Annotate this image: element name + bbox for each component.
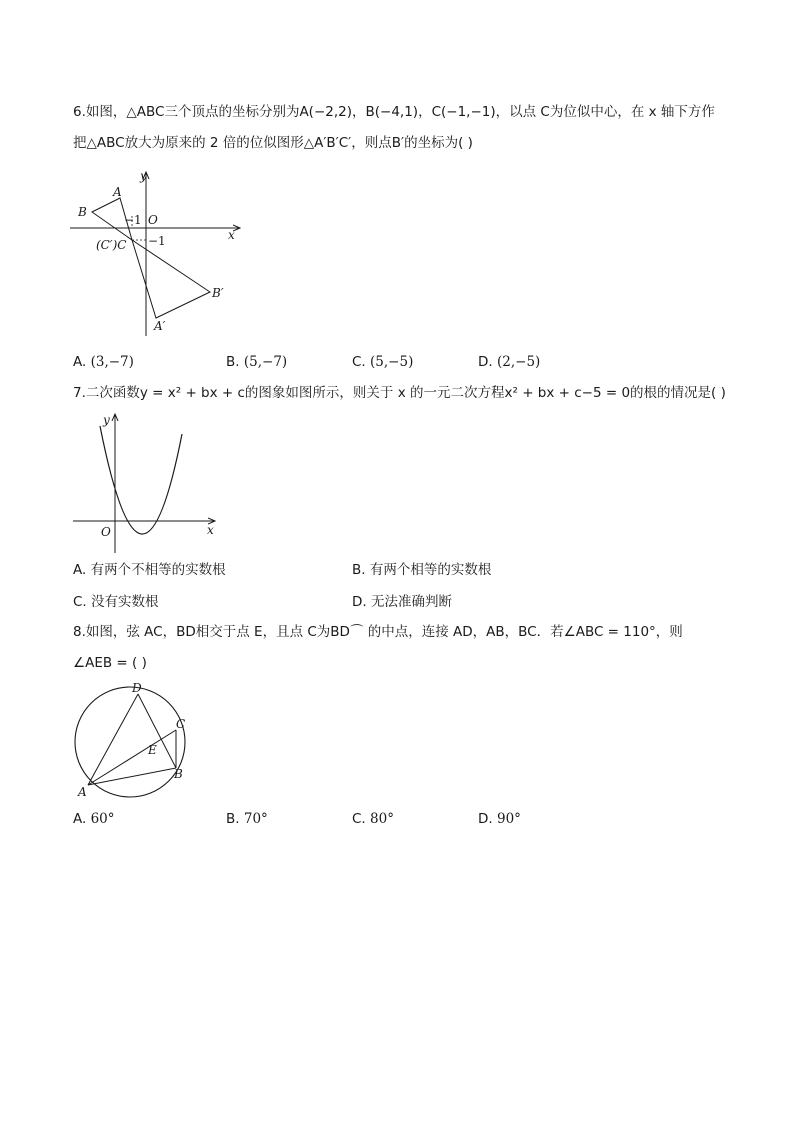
- q8-label-d: D: [132, 681, 142, 695]
- q8-stem-line2: ∠AEB = ( ): [73, 655, 147, 671]
- q8-figure: [68, 680, 198, 805]
- q6-label-o: O: [148, 213, 158, 227]
- q8-option-b[interactable]: B. 70°: [226, 811, 268, 827]
- q6-label-neg1-x: −1: [124, 213, 142, 227]
- q6-label-a: A: [113, 185, 122, 199]
- q6-label-b: B: [78, 205, 87, 219]
- q7-option-c[interactable]: C. 没有实数根: [73, 594, 159, 610]
- triangle-apbpcp: [132, 240, 210, 318]
- q6-label-ap: A′: [154, 319, 166, 333]
- q8-label-e: E: [148, 743, 157, 757]
- q6-stem-line1: 6.如图，△ABC三个顶点的坐标分别为A(−2,2)，B(−4,1)，C(−1,−1)，以点 C为位似中心，在 x 轴下方作: [73, 104, 715, 120]
- q6-option-a[interactable]: A. (3,−7): [73, 354, 134, 370]
- q7-option-a[interactable]: A. 有两个不相等的实数根: [73, 562, 226, 578]
- q8-label-b: B: [174, 767, 183, 781]
- q7-label-x: x: [207, 523, 214, 537]
- q6-label-bp: B′: [212, 286, 224, 300]
- q7-stem-line1: 7.二次函数y = x² + bx + c的图象如图所示，则关于 x 的一元二次方程x² + bx + c−5 = 0的根的情况是( ): [73, 385, 726, 401]
- q8-label-c: C: [176, 717, 186, 731]
- q8-stem-line1: 8.如图，弦 AC，BD相交于点 E，且点 C为BD⌒ 的中点，连接 AD，AB，BC．若∠ABC = 110°，则: [73, 624, 683, 640]
- q7-label-y: y: [103, 413, 110, 427]
- q7-option-b[interactable]: B. 有两个相等的实数根: [352, 562, 492, 578]
- q8-option-d[interactable]: D. 90°: [478, 811, 521, 827]
- circle: [75, 687, 185, 797]
- q6-label-y: y: [140, 169, 147, 183]
- q6-option-c[interactable]: C. (5,−5): [352, 354, 414, 370]
- q8-option-a[interactable]: A. 60°: [73, 811, 115, 827]
- q6-option-d[interactable]: D. (2,−5): [478, 354, 541, 370]
- q6-label-neg1-y: −1: [148, 234, 166, 248]
- q6-option-b[interactable]: B. (5,−7): [226, 354, 288, 370]
- q6-label-x: x: [228, 228, 235, 242]
- q8-label-a: A: [78, 785, 87, 799]
- q6-label-c: (C′)C: [96, 238, 127, 252]
- q7-figure: [65, 408, 225, 558]
- q8-option-c[interactable]: C. 80°: [352, 811, 394, 827]
- q7-label-o: O: [101, 525, 111, 539]
- q7-option-d[interactable]: D. 无法准确判断: [352, 594, 452, 610]
- q6-stem-line2: 把△ABC放大为原来的 2 倍的位似图形△A′B′C′，则点B′的坐标为( ): [73, 135, 473, 151]
- q6-figure: [60, 168, 260, 338]
- parabola: [100, 426, 182, 534]
